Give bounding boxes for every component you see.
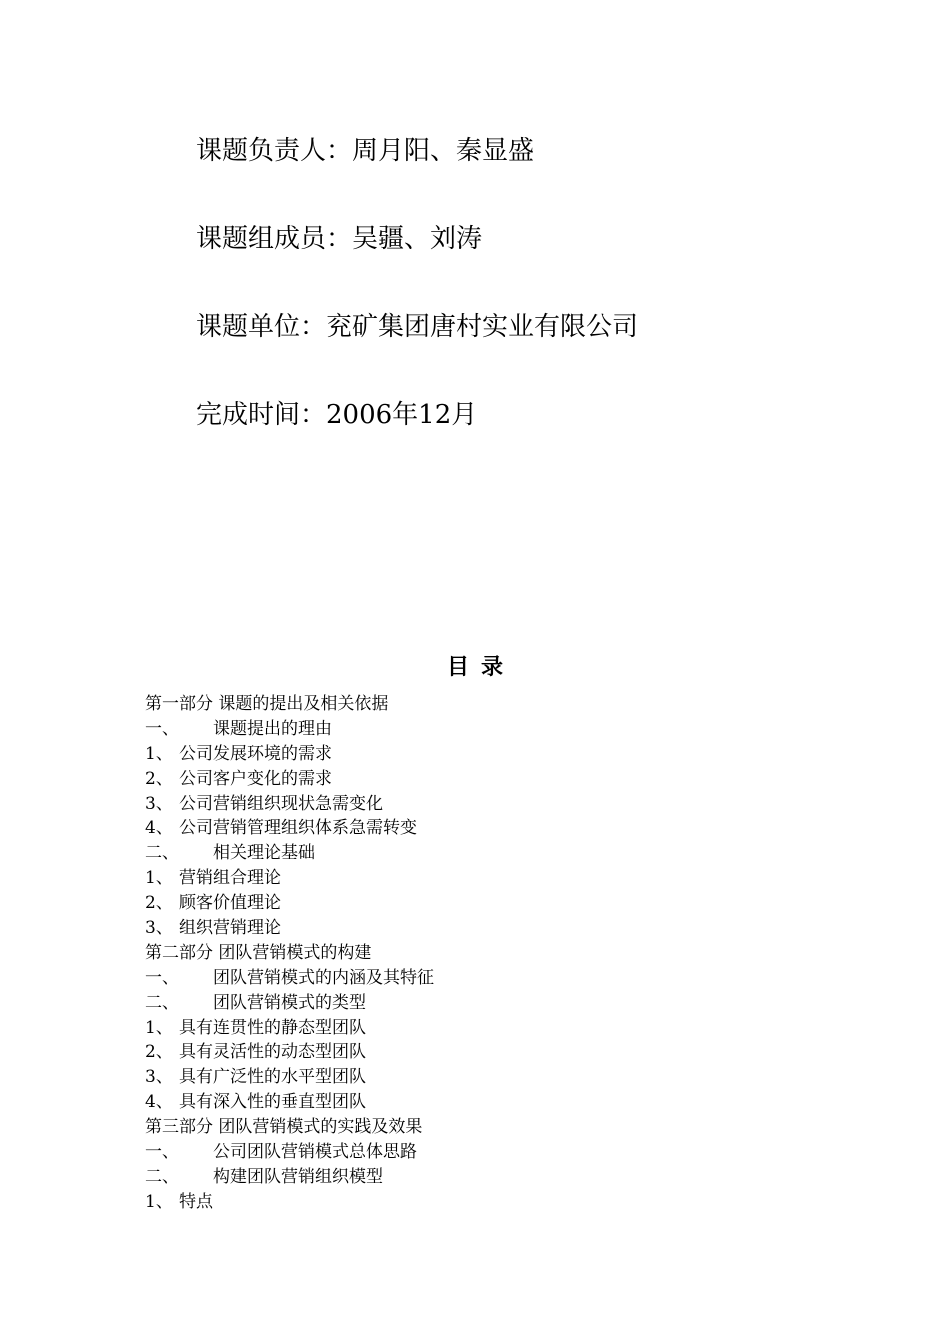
toc-item bbox=[145, 866, 434, 891]
toc-item-number: 1、 bbox=[145, 743, 173, 764]
toc-item-number: 1、 bbox=[145, 1017, 173, 1038]
toc-item-text: 公司客户变化的需求 bbox=[179, 768, 332, 789]
toc-item bbox=[145, 991, 434, 1016]
toc-item-text: 团队营销模式的内涵及其特征 bbox=[213, 967, 434, 988]
toc-item bbox=[145, 1040, 434, 1065]
toc-item bbox=[145, 941, 434, 966]
toc-item-number: 1、 bbox=[145, 868, 173, 889]
completion-date-line: 完成时间：2006年12月 bbox=[196, 400, 478, 430]
project-leader-line: 课题负责人：周月阳、秦显盛 bbox=[196, 136, 535, 166]
toc-item bbox=[145, 916, 434, 941]
project-unit-line: 课题单位：兖矿集团唐村实业有限公司 bbox=[196, 312, 639, 342]
toc-item-number: 一、 bbox=[145, 718, 179, 739]
toc-item bbox=[145, 966, 434, 991]
toc-item-text: 特点 bbox=[179, 1191, 213, 1212]
toc-item bbox=[145, 841, 434, 866]
toc-item-text: 团队营销模式的类型 bbox=[213, 992, 366, 1013]
toc-item-number: 二、 bbox=[145, 843, 179, 864]
toc-item bbox=[145, 1140, 434, 1165]
toc-item-number: 1、 bbox=[145, 1191, 173, 1212]
toc-item-text: 公司团队营销模式总体思路 bbox=[213, 1142, 417, 1163]
toc-item-number: 二、 bbox=[145, 1166, 179, 1187]
toc-item-text: 相关理论基础 bbox=[213, 843, 315, 864]
toc-item bbox=[145, 767, 434, 792]
toc-item-number: 3、 bbox=[145, 793, 173, 814]
toc-item bbox=[145, 891, 434, 916]
toc-item-number: 一、 bbox=[145, 967, 179, 988]
toc-item-text: 顾客价值理论 bbox=[179, 893, 281, 914]
toc-item-number: 2、 bbox=[145, 1042, 173, 1063]
project-members-line: 课题组成员：吴疆、刘涛 bbox=[196, 224, 483, 254]
toc-item-number: 2、 bbox=[145, 893, 173, 914]
toc-item-text: 营销组合理论 bbox=[179, 868, 281, 889]
toc-item-text: 具有深入性的垂直型团队 bbox=[179, 1092, 366, 1113]
toc-item bbox=[145, 792, 434, 817]
toc-item-text: 具有广泛性的水平型团队 bbox=[179, 1067, 366, 1088]
toc-item-text: 课题提出的理由 bbox=[213, 718, 332, 739]
toc-item-number: 2、 bbox=[145, 768, 173, 789]
toc-item bbox=[145, 742, 434, 767]
toc-item bbox=[145, 717, 434, 742]
toc-item bbox=[145, 816, 434, 841]
toc-item-text: 构建团队营销组织模型 bbox=[213, 1166, 383, 1187]
toc-item bbox=[145, 1065, 434, 1090]
toc-item bbox=[145, 1090, 434, 1115]
toc-item-text: 第二部分 团队营销模式的构建 bbox=[145, 942, 372, 963]
toc-item-number: 二、 bbox=[145, 992, 179, 1013]
toc-item-text: 公司营销组织现状急需变化 bbox=[179, 793, 383, 814]
toc-item-number: 4、 bbox=[145, 818, 173, 839]
toc-title: 目录 bbox=[446, 655, 515, 680]
toc-item-text: 第一部分 课题的提出及相关依据 bbox=[145, 694, 389, 714]
toc-item bbox=[145, 1190, 434, 1215]
toc-item-number: 3、 bbox=[145, 918, 173, 939]
toc-item bbox=[145, 1016, 434, 1041]
toc-item-number: 4、 bbox=[145, 1092, 173, 1113]
toc-item-number: 一、 bbox=[145, 1142, 179, 1163]
toc-item bbox=[145, 1165, 434, 1190]
table-of-contents bbox=[145, 692, 434, 1215]
toc-item bbox=[145, 1115, 434, 1140]
toc-item-text: 公司营销管理组织体系急需转变 bbox=[179, 818, 417, 839]
toc-item-number: 3、 bbox=[145, 1067, 173, 1088]
toc-item-text: 组织营销理论 bbox=[179, 918, 281, 939]
toc-item-text: 具有连贯性的静态型团队 bbox=[179, 1017, 366, 1038]
toc-item-text: 第三部分 团队营销模式的实践及效果 bbox=[145, 1117, 423, 1138]
toc-item-text: 公司发展环境的需求 bbox=[179, 743, 332, 764]
toc-item-text: 具有灵活性的动态型团队 bbox=[179, 1042, 366, 1063]
toc-item bbox=[145, 692, 434, 717]
